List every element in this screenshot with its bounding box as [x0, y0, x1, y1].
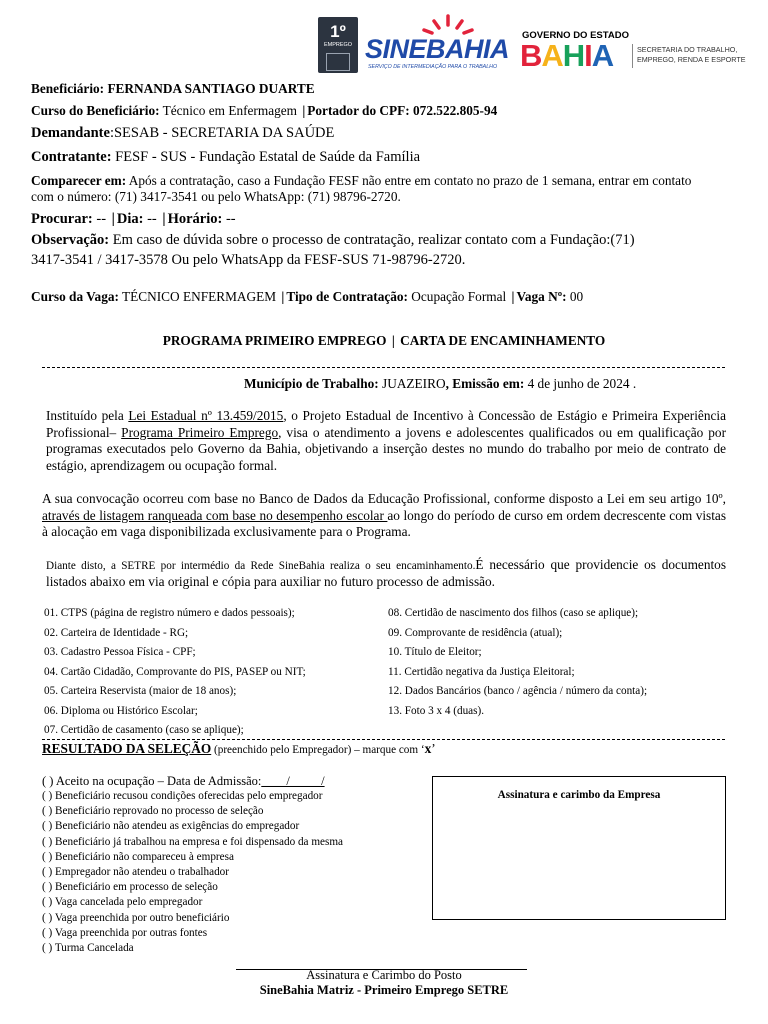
vaga-curso-value: TÉCNICO ENFERMAGEM: [122, 289, 277, 304]
bahia-word: BAHIA: [426, 34, 510, 64]
observacao-label: Observação:: [31, 232, 110, 248]
option-nao-atendeu-exigencias[interactable]: ( ) Beneficiário não atendeu as exigências do empregador: [42, 820, 300, 833]
list-item: 01. CTPS (página de registro número e dados pessoais);: [44, 607, 295, 619]
listagem-ranqueada-text: através de listagem ranqueada com base no desempenho escolar: [42, 507, 388, 523]
comparecer-line2: com o número: (71) 3417-3541 ou pelo WhatsApp: (71) 98796-2720.: [31, 189, 401, 204]
dia-value: --: [147, 211, 157, 227]
logo-label: EMPREGO: [323, 42, 353, 48]
option-vaga-cancelada[interactable]: ( ) Vaga cancelada pelo empregador: [42, 896, 203, 909]
footer-sinebahia-matriz: SineBahia Matriz - Primeiro Emprego SETRE: [259, 983, 509, 997]
logo-number: 1º: [330, 22, 346, 41]
list-item: 07. Certidão de casamento (caso se aplique);: [44, 724, 244, 736]
comparecer-line1: Após a contratação, caso a Fundação FESF não entre em contato no prazo de 1 semana, entrar em contato: [128, 173, 692, 188]
governo-bahia-logo: BAHIA: [520, 38, 614, 73]
observacao-line1: Em caso de dúvida sobre o processo de contratação, realizar contato com a Fundação:(71): [112, 232, 635, 248]
resultado-mark: x: [424, 741, 432, 756]
beneficiario-row: [31, 81, 315, 97]
option-ja-trabalhou[interactable]: ( ) Beneficiário já trabalhou na empresa e foi dispensado da mesma: [42, 835, 344, 848]
assinatura-empresa-label: Assinatura e carimbo da Empresa: [497, 789, 661, 801]
assinatura-empresa-box[interactable]: [432, 776, 726, 920]
beneficiario-value: FERNANDA SANTIAGO DUARTE: [107, 81, 315, 96]
governo-label: GOVERNO DO ESTADO: [522, 30, 629, 41]
list-item: 04. Cartão Cidadão, Comprovante do PIS, PASEP ou NIT;: [44, 665, 306, 678]
tipo-contratacao-value: Ocupação Formal: [411, 289, 507, 304]
list-item: 12. Dados Bancários (banco / agência / número da conta);: [388, 685, 648, 697]
horario-value: --: [225, 211, 236, 227]
procurar-label: Procurar:: [31, 211, 93, 227]
demandante-row: [31, 125, 334, 141]
paragraph-programa: Instituído pela Lei Estadual nº 13.459/2015, o Projeto Estadual de Incentivo à Concessão de Estágio e Primeira Experiência Profissional– Programa Primeiro Emprego, visa o atendimento a jovens e adolescentes qualificados ou em qualificação por programas executados pelo Governo da Bahia, objetivando a inserção destes no mundo do trabalho por meio de contrato de estágio, aprendizagem ou ocupação formal.: [46, 408, 726, 473]
curso-value: Técnico em Enfermagem: [162, 103, 298, 118]
option-reprovado[interactable]: ( ) Beneficiário reprovado no processo de seleção: [42, 805, 264, 818]
cpf-value: 072.522.805-94: [413, 103, 498, 118]
vaga-curso-label: Curso da Vaga:: [31, 289, 119, 304]
contratante-label: Contratante:: [31, 149, 112, 165]
list-item: 13. Foto 3 x 4 (duas).: [388, 704, 485, 717]
observacao-row: [31, 230, 635, 270]
curso-label: Curso do Beneficiário:: [31, 103, 160, 118]
contratante-row: [31, 149, 420, 165]
municipio-label: Município de Trabalho:: [244, 376, 379, 391]
programa-primeiro-emprego-link[interactable]: Programa Primeiro Emprego: [121, 424, 279, 440]
primeiro-emprego-logo: [318, 17, 358, 73]
horario-label: Horário:: [167, 211, 223, 227]
secretaria-label: SECRETARIA DO TRABALHO, EMPREGO, RENDA E ESPORTE: [637, 45, 746, 64]
list-item: 09. Comprovante de residência (atual);: [388, 626, 563, 639]
list-item: 05. Carteira Reservista (maior de 18 anos);: [44, 685, 237, 697]
option-empregador-nao-atendeu[interactable]: ( ) Empregador não atendeu o trabalhador: [42, 866, 229, 879]
observacao-line2: 3417-3541 / 3417-3578 Ou pelo WhatsApp da FESF-SUS 71-98796-2720.: [31, 252, 466, 268]
documents-list-left: [44, 604, 306, 741]
divider-bottom: [42, 739, 725, 740]
comparecer-row: [31, 173, 691, 205]
dia-label: Dia:: [116, 211, 144, 227]
list-item: 06. Diploma ou Histórico Escolar;: [44, 704, 198, 717]
procurar-row: Procurar: -- | Dia: -- | Horário: --: [31, 211, 236, 227]
cpf-label: Portador do CPF:: [307, 103, 410, 118]
vaga-numero-value: 00: [569, 289, 584, 304]
title-left: PROGRAMA PRIMEIRO EMPREGO: [162, 333, 387, 348]
list-item: 11. Certidão negativa da Justiça Eleitoral;: [388, 665, 575, 678]
emissao-value: 4 de junho de 2024 .: [527, 376, 637, 391]
document-title: PROGRAMA PRIMEIRO EMPREGO | CARTA DE ENCAMINHAMENTO: [162, 333, 606, 348]
sine-word: SINE: [365, 34, 427, 64]
list-item: 03. Cadastro Pessoa Física - CPF;: [44, 646, 196, 658]
municipio-value: JUAZEIRO: [382, 376, 446, 391]
procurar-value: --: [96, 211, 107, 227]
option-outro-beneficiario[interactable]: ( ) Vaga preenchida por outro beneficiário: [42, 911, 230, 924]
data-admissao-field[interactable]: ____/_____/: [261, 774, 325, 788]
contratante-value: FESF - SUS - Fundação Estatal de Saúde da Família: [115, 149, 421, 165]
curso-row: Curso do Beneficiário: Técnico em Enfermagem | Portador do CPF: 072.522.805-94: [31, 103, 498, 118]
option-outras-fontes[interactable]: ( ) Vaga preenchida por outras fontes: [42, 926, 208, 939]
list-item: 02. Carteira de Identidade - RG;: [44, 626, 189, 639]
vaga-row: Curso da Vaga: TÉCNICO ENFERMAGEM | Tipo de Contratação: Ocupação Formal | Vaga Nº: 00: [31, 289, 584, 304]
footer-assinatura-posto: Assinatura e Carimbo do Posto: [306, 968, 462, 982]
sine-tagline: SERVIÇO DE INTERMEDIAÇÃO PARA O TRABALHO: [368, 64, 498, 70]
documents-list-right: [388, 604, 647, 721]
resultado-title: RESULTADO DA SELEÇÃO: [42, 741, 212, 756]
title-right: CARTA DE ENCAMINHAMENTO: [400, 333, 606, 348]
emissao-label: , Emissão em:: [445, 376, 525, 391]
lei-estadual-link[interactable]: Lei Estadual nº 13.459/2015: [128, 408, 284, 423]
option-recusou[interactable]: ( ) Beneficiário recusou condições oferecidas pelo empregador: [42, 790, 323, 802]
list-item: 08. Certidão de nascimento dos filhos (caso se aplique);: [388, 607, 639, 619]
municipio-row: [244, 376, 636, 392]
option-nao-compareceu[interactable]: ( ) Beneficiário não compareceu à empresa: [42, 850, 234, 863]
option-turma-cancelada[interactable]: ( ) Turma Cancelada: [42, 942, 134, 955]
beneficiario-label: Beneficiário:: [31, 81, 105, 96]
admissao-option[interactable]: ( ) Aceito na ocupação – Data de Admissão:____/_____/: [42, 774, 325, 788]
demandante-value: :SESAB - SECRETARIA DA SAÚDE: [109, 125, 335, 141]
paragraph-convocacao: A sua convocação ocorreu com base no Banco de Dados da Educação Profissional, conforme disposto a Lei em seu artigo 10º, através de listagem ranqueada com base no desempenho escolar ao longo do período de curso em ordem decrescente com vistas à alocação em vaga disponibilizada exclusivamente para o Programa.: [42, 491, 727, 539]
vaga-numero-label: Vaga Nº:: [516, 289, 567, 304]
paragraph-encaminhamento: Diante disto, a SETRE por intermédio da Rede SineBahia realiza o seu encaminhamento.É necessário que providencie os documentos listados abaixo em via original e cópia para auxiliar no futuro processo de admissão.: [46, 557, 726, 589]
sinebahia-logo: [365, 34, 509, 64]
divider-top: [42, 367, 725, 368]
option-em-processo[interactable]: ( ) Beneficiário em processo de seleção: [42, 881, 218, 894]
list-item: 10. Título de Eleitor;: [388, 646, 482, 658]
demandante-label: Demandante: [31, 125, 110, 141]
resultado-header: RESULTADO DA SELEÇÃO (preenchido pelo Empregador) – marque com ‘x’: [42, 741, 436, 756]
comparecer-label: Comparecer em:: [31, 173, 127, 188]
tipo-contratacao-label: Tipo de Contratação:: [286, 289, 408, 304]
resultado-options: [42, 773, 343, 956]
